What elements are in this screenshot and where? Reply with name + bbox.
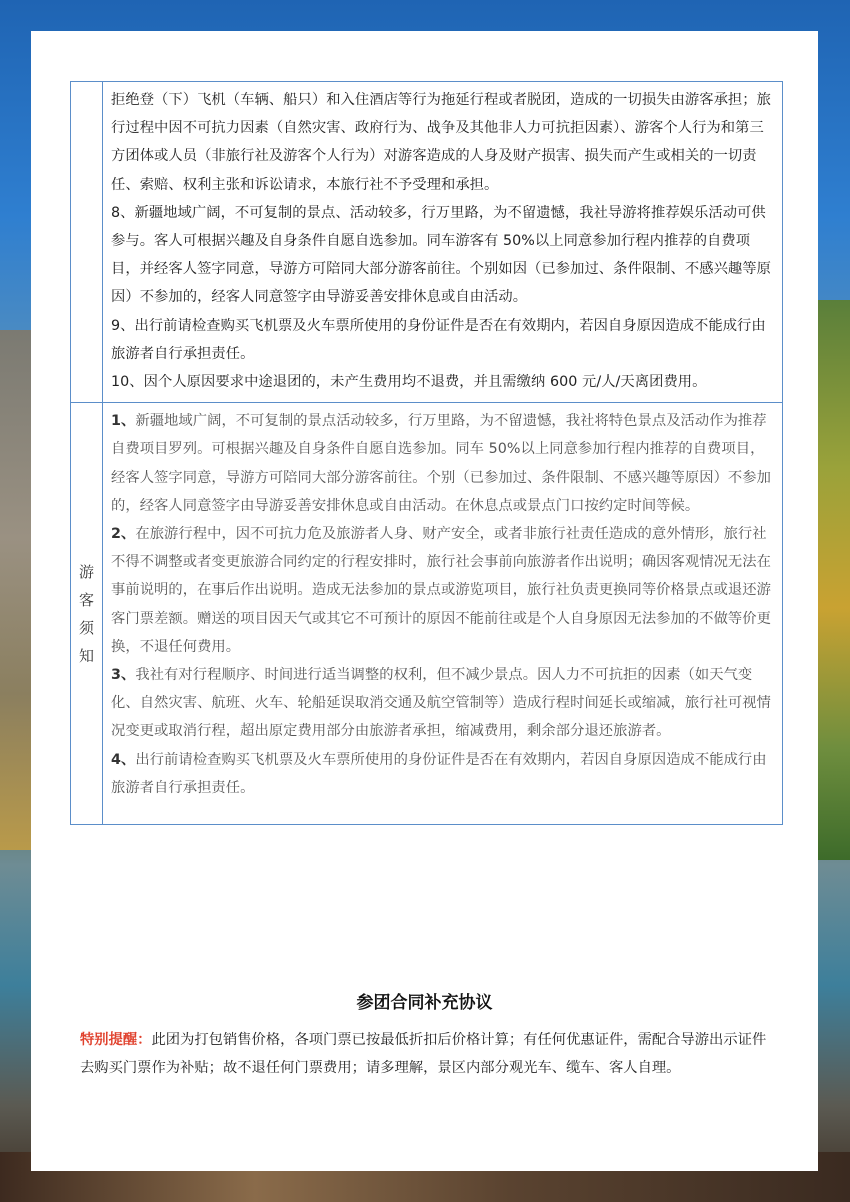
notice-item-number: 4、 <box>111 751 136 768</box>
row-label-empty <box>71 82 103 403</box>
terms-content <box>103 82 783 403</box>
notice-item-number: 1、 <box>111 413 136 430</box>
notice-item-text: 我社有对行程顺序、时间进行适当调整的权利，但不减少景点。因人力不可抗拒的因素（如天气变化、自然灾害、航班、火车、轮船延误取消交通及航空管制等）造成行程时间延长或缩减，旅行社可视情况变更或取消行程，超出原定费用部分由旅游者承担，缩减费用，剩余部分退还旅游者。 <box>111 667 771 740</box>
document-page <box>31 31 818 1171</box>
special-notice-label: 特别提醒： <box>80 1032 152 1048</box>
table-row-tourist-notice <box>71 403 783 825</box>
notice-item <box>111 520 776 661</box>
notice-item-number: 3、 <box>111 667 136 684</box>
notice-content <box>103 403 783 825</box>
notice-item <box>111 407 776 520</box>
notice-item <box>111 746 776 802</box>
row-label-tourist-notice <box>71 403 103 825</box>
special-notice <box>80 1026 780 1082</box>
label-char: 知 <box>78 646 94 665</box>
notice-item-number: 2、 <box>111 526 136 543</box>
notice-item-text: 在旅游行程中，因不可抗力危及旅游者人身、财产安全，或者非旅行社责任造成的意外情形，旅行社不得不调整或者变更旅游合同约定的行程安排时，旅行社会事前向旅游者作出说明；确因客观情况无法在事前说明的，在事后作出说明。造成无法参加的景点或游览项目，旅行社负责更换同等价格景点或退还游客门票差额。赠送的项目因天气或其它不可预计的原因不能前往或是个人自身原因无法参加的不做等价更换，不退任何费用。 <box>111 526 771 655</box>
special-notice-text: 此团为打包销售价格，各项门票已按最低折扣后价格计算；有任何优惠证件，需配合导游出示证件去购买门票作为补贴；故不退任何门票费用；请多理解，景区内部分观光车、缆车、客人自理。 <box>80 1032 767 1076</box>
supplement-title: 参团合同补充协议 <box>356 993 493 1013</box>
terms-paragraph: 9、出行前请检查购买飞机票及火车票所使用的身份证件是否在有效期内，若因自身原因造成不能成行由旅游者自行承担责任。 <box>111 317 766 362</box>
label-char: 须 <box>78 618 94 637</box>
notice-item <box>111 661 776 746</box>
terms-table <box>70 81 783 825</box>
terms-paragraph: 10、因个人原因要求中途退团的，未产生费用均不退费，并且需缴纳 600 元/人/天离团费用。 <box>111 374 707 391</box>
terms-paragraph: 拒绝登（下）飞机（车辆、船只）和入住酒店等行为拖延行程或者脱团，造成的一切损失由游客承担；旅行过程中因不可抗力因素（自然灾害、政府行为、战争及其他非人力可抗拒因素）、游客个人行为和第三方团体或人员（非旅行社及游客个人行为）对游客造成的人身及财产损害、损失而产生或相关的一切责任、索赔、权利主张和诉讼请求，本旅行社不予受理和承担。 <box>111 92 771 193</box>
label-char: 游 <box>78 562 94 581</box>
table-row-terms-continued <box>71 82 783 403</box>
label-char: 客 <box>78 590 94 609</box>
terms-paragraph: 8、新疆地域广阔，不可复制的景点、活动较多，行万里路，为不留遗憾，我社导游将推荐娱乐活动可供参与。客人可根据兴趣及自身条件自愿自选参加。同车游客有 50%以上同意参加行程内推荐的自费项目，并经客人签字同意，导游方可陪同大部分游客前往。个别如因（已参加过、条件限制、不感兴趣等原因）不参加的，经客人同意签字由导游妥善安排休息或自由活动。 <box>111 204 771 306</box>
notice-item-text: 新疆地域广阔，不可复制的景点活动较多，行万里路，为不留遗憾，我社将特色景点及活动作为推荐自费项目罗列。可根据兴趣及自身条件自愿自选参加。同车 50%以上同意参加行程内推荐的自费项目，经客人签字同意，导游方可陪同大部分游客前往。个别（已参加过、条件限制、不感兴趣等原因）不参加的，经客人同意签字由导游妥善安排休息或自由活动。在休息点或景点门口按约定时间等候。 <box>111 413 771 514</box>
notice-item-text: 出行前请检查购买飞机票及火车票所使用的身份证件是否在有效期内，若因自身原因造成不能成行由旅游者自行承担责任。 <box>111 751 767 796</box>
